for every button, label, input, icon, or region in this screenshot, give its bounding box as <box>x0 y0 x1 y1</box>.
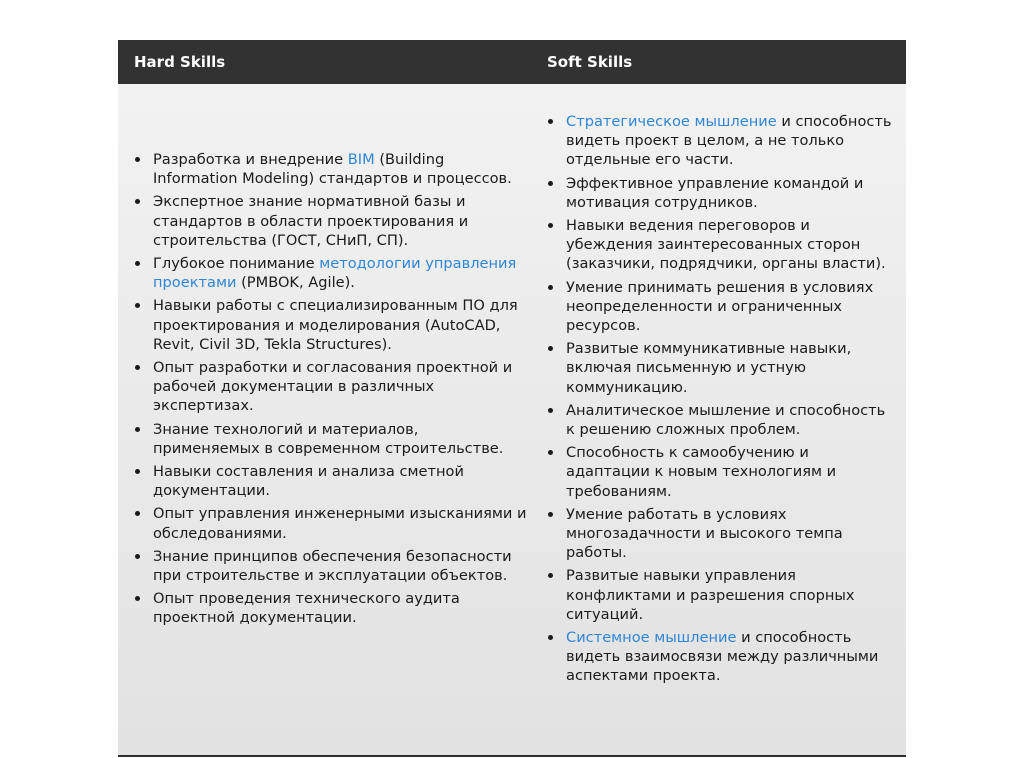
hard-skills-heading: Hard Skills <box>134 53 226 71</box>
soft-skill-item <box>547 401 897 439</box>
skill-text: Знание принципов обеспечения безопасности при строительстве и эксплуатации объектов. <box>153 547 512 585</box>
soft-skills-heading: Soft Skills <box>547 53 633 71</box>
hard-skill-item <box>134 462 529 500</box>
hard-skills-list <box>134 150 529 628</box>
skill-text: Опыт проведения технического аудита проектной документации. <box>153 590 460 627</box>
skill-text: Развитые коммуникативные навыки, включая письменную и устную коммуникацию. <box>566 340 852 396</box>
table-header <box>118 40 906 84</box>
hard-skill-item <box>134 504 529 542</box>
soft-skill-item <box>547 628 897 686</box>
skill-text: Эффективное управление командой и мотивация сотрудников. <box>566 174 864 211</box>
soft-skill-item <box>547 339 897 397</box>
skill-text-after: и способность видеть проект в целом, а не только отдельные его части. <box>566 113 892 169</box>
skill-text-after: (PMBOK, Agile). <box>236 274 355 292</box>
hard-skills-column <box>134 150 529 632</box>
skill-link[interactable]: Системное мышление <box>566 629 737 647</box>
skill-link[interactable]: Стратегическое мышление <box>566 113 777 130</box>
hard-skill-item <box>134 254 529 292</box>
hard-skill-item <box>134 150 529 188</box>
soft-skill-item <box>547 505 897 563</box>
soft-skill-item <box>547 112 897 170</box>
soft-skill-item <box>547 566 897 624</box>
skill-text: Навыки работы с специализированным ПО для проектирования и моделирования (AutoCAD, Revit, Civil 3D, Tekla Structures). <box>153 297 518 353</box>
soft-skills-column <box>547 112 897 690</box>
soft-skills-list <box>547 112 897 686</box>
soft-skill-item <box>547 216 897 274</box>
skill-text: Разработка и внедрение <box>153 151 348 168</box>
skill-text: Аналитическое мышление и способность к решению сложных проблем. <box>566 401 886 439</box>
skill-text: Умение работать в условиях многозадачности и высокого темпа работы. <box>566 505 843 562</box>
hard-skill-item <box>134 296 529 354</box>
skill-text: Опыт управления инженерными изысканиями и обследованиями. <box>153 505 527 542</box>
hard-skill-item <box>134 192 529 250</box>
hard-skill-item <box>134 420 529 458</box>
skills-table <box>118 40 906 757</box>
skill-text: Навыки составления и анализа сметной документации. <box>153 463 464 500</box>
skill-text: Знание технологий и материалов, применяемых в современном строительстве. <box>153 420 504 457</box>
hard-skill-item <box>134 589 529 627</box>
skill-text: Способность к самообучению и адаптации к новым технологиям и требованиям. <box>566 444 837 500</box>
skill-text-after: и способность видеть взаимосвязи между различными аспектами проекта. <box>566 629 879 685</box>
skill-text: Глубокое понимание <box>153 255 320 273</box>
skill-text: Развитые навыки управления конфликтами и разрешения спорных ситуаций. <box>566 567 855 623</box>
skill-link[interactable]: методологии управления проектами <box>153 255 517 292</box>
skill-text: Умение принимать решения в условиях неопределенности и ограниченных ресурсов. <box>566 278 874 335</box>
hard-skill-item <box>134 358 529 416</box>
skill-text: Навыки ведения переговоров и убеждения заинтересованных сторон (заказчики, подрядчики, органы власти). <box>566 217 886 273</box>
soft-skill-item <box>547 278 897 336</box>
skill-text: Экспертное знание нормативной базы и стандартов в области проектирования и строительства (ГОСТ, СНиП, СП). <box>153 193 469 249</box>
soft-skill-item <box>547 443 897 501</box>
skill-text-after: (Building Information Modeling) стандартов и процессов. <box>153 151 512 188</box>
hard-skill-item <box>134 547 529 585</box>
skill-text: Опыт разработки и согласования проектной и рабочей документации в различных экспертизах. <box>153 359 513 415</box>
skill-link[interactable]: BIM <box>347 151 375 168</box>
soft-skill-item <box>547 174 897 212</box>
